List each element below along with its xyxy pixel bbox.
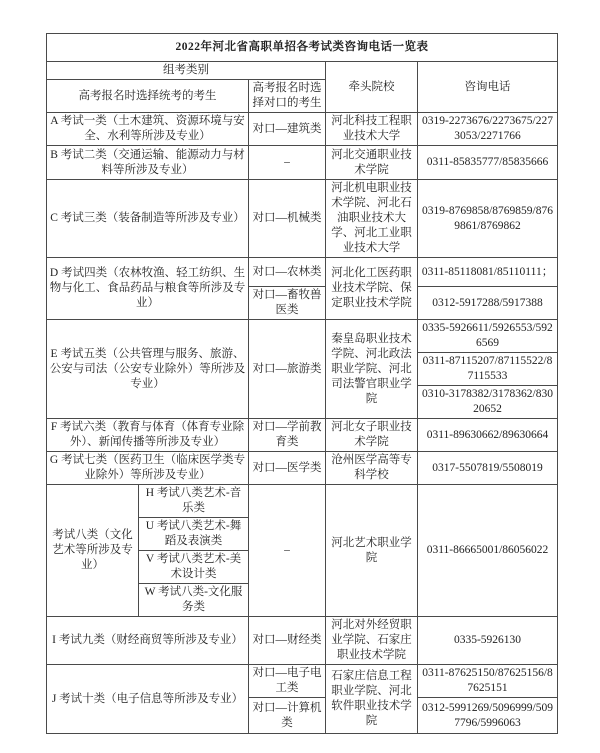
cat8-sub-art-design: V 考试八类艺术-美术设计类 — [139, 551, 249, 584]
row-c-phone: 0319-8769858/8769859/8769861/8769862 — [418, 180, 558, 258]
cat8-sub-dance: U 考试八类艺术-舞蹈及表演类 — [139, 518, 249, 551]
row-e-category: E 考试五类（公共管理与服务、旅游、公安与司法（公安专业除外）等所涉及专业） — [47, 320, 249, 419]
table-title: 2022年河北省高职单招各考试类咨询电话一览表 — [47, 34, 558, 62]
row-g-duikou: 对口—医学类 — [249, 452, 326, 485]
row-a-duikou: 对口—建筑类 — [249, 113, 326, 146]
row-f-college: 河北女子职业技术学院 — [326, 419, 418, 452]
row-g-phone: 0317-5507819/5508019 — [418, 452, 558, 485]
phone-directory-table — [46, 33, 558, 734]
row-d-college: 河北化工医药职业技术学院、保定职业技术学院 — [326, 258, 418, 320]
row-a-category: A 考试一类（土木建筑、资源环境与安全、水利等所涉及专业） — [47, 113, 249, 146]
row-a-college: 河北科技工程职业技术大学 — [326, 113, 418, 146]
cat8-phone: 0311-86665001/86056022 — [418, 485, 558, 617]
row-c-duikou: 对口—机械类 — [249, 180, 326, 258]
cat8-duikou: – — [249, 485, 326, 617]
row-b-college: 河北交通职业技术学院 — [326, 146, 418, 180]
row-d-category: D 考试四类（农林牧渔、轻工纺织、生物与化工、食品药品与粮食等所涉及专业） — [47, 258, 249, 320]
row-e-phone-2: 0311-87115207/87115522/87115533 — [418, 353, 558, 386]
row-j-duikou-electric: 对口—电子电工类 — [249, 665, 326, 698]
row-c-college: 河北机电职业技术学院、河北石油职业技术大学、河北工业职业技术大学 — [326, 180, 418, 258]
cat8-college: 河北艺术职业学院 — [326, 485, 418, 617]
row-a-phone: 0319-2273676/2273675/2273053/2271766 — [418, 113, 558, 146]
row-c-category: C 考试三类（装备制造等所涉及专业） — [47, 180, 249, 258]
row-j-duikou-computer: 对口—计算机类 — [249, 698, 326, 734]
header-group-category: 组考类别 — [47, 62, 326, 80]
header-phone: 咨询电话 — [418, 62, 558, 113]
row-e-phone-3: 0310-3178382/3178362/83020652 — [418, 386, 558, 419]
cat8-sub-culture-service: W 考试八类-文化服务类 — [139, 584, 249, 617]
row-b-category: B 考试二类（交通运输、能源动力与材料等所涉及专业） — [47, 146, 249, 180]
row-b-phone: 0311-85835777/85835666 — [418, 146, 558, 180]
row-i-college: 河北对外经贸职业学院、石家庄职业技术学院 — [326, 617, 418, 665]
row-d-phone-1: 0311-85118081/85110111； — [418, 258, 558, 287]
row-g-category: G 考试七类（医药卫生（临床医学类专业除外）等所涉及专业） — [47, 452, 249, 485]
row-d-phone-2: 0312-5917288/5917388 — [418, 287, 558, 320]
row-i-duikou: 对口—财经类 — [249, 617, 326, 665]
row-f-category: F 考试六类（教育与体育（体育专业除外）、新闻传播等所涉及专业） — [47, 419, 249, 452]
row-b-duikou: – — [249, 146, 326, 180]
row-g-college: 沧州医学高等专科学校 — [326, 452, 418, 485]
row-f-phone: 0311-89630662/89630664 — [418, 419, 558, 452]
cat8-category: 考试八类（文化艺术等所涉及专业） — [47, 485, 139, 617]
header-counterpart-candidates: 高考报名时选择对口的考生 — [249, 80, 326, 113]
row-i-category: I 考试九类（财经商贸等所涉及专业） — [47, 617, 249, 665]
row-d-duikou-farming: 对口—农林类 — [249, 258, 326, 287]
row-j-category: J 考试十类（电子信息等所涉及专业） — [47, 665, 249, 734]
header-unified-candidates: 高考报名时选择统考的考生 — [47, 80, 249, 113]
header-lead-college: 牵头院校 — [326, 62, 418, 113]
row-e-college: 秦皇岛职业技术学院、河北政法职业学院、河北司法警官职业学院 — [326, 320, 418, 419]
row-f-duikou: 对口—学前教育类 — [249, 419, 326, 452]
row-i-phone: 0335-5926130 — [418, 617, 558, 665]
row-j-phone-2: 0312-5991269/5096999/5097796/5996063 — [418, 698, 558, 734]
row-d-duikou-husbandry: 对口—畜牧兽医类 — [249, 287, 326, 320]
row-j-phone-1: 0311-87625150/87625156/87625151 — [418, 665, 558, 698]
cat8-sub-music: H 考试八类艺术-音乐类 — [139, 485, 249, 518]
row-e-phone-1: 0335-5926611/5926553/5926569 — [418, 320, 558, 353]
row-e-duikou: 对口—旅游类 — [249, 320, 326, 419]
row-j-college: 石家庄信息工程职业学院、河北软件职业技术学院 — [326, 665, 418, 734]
